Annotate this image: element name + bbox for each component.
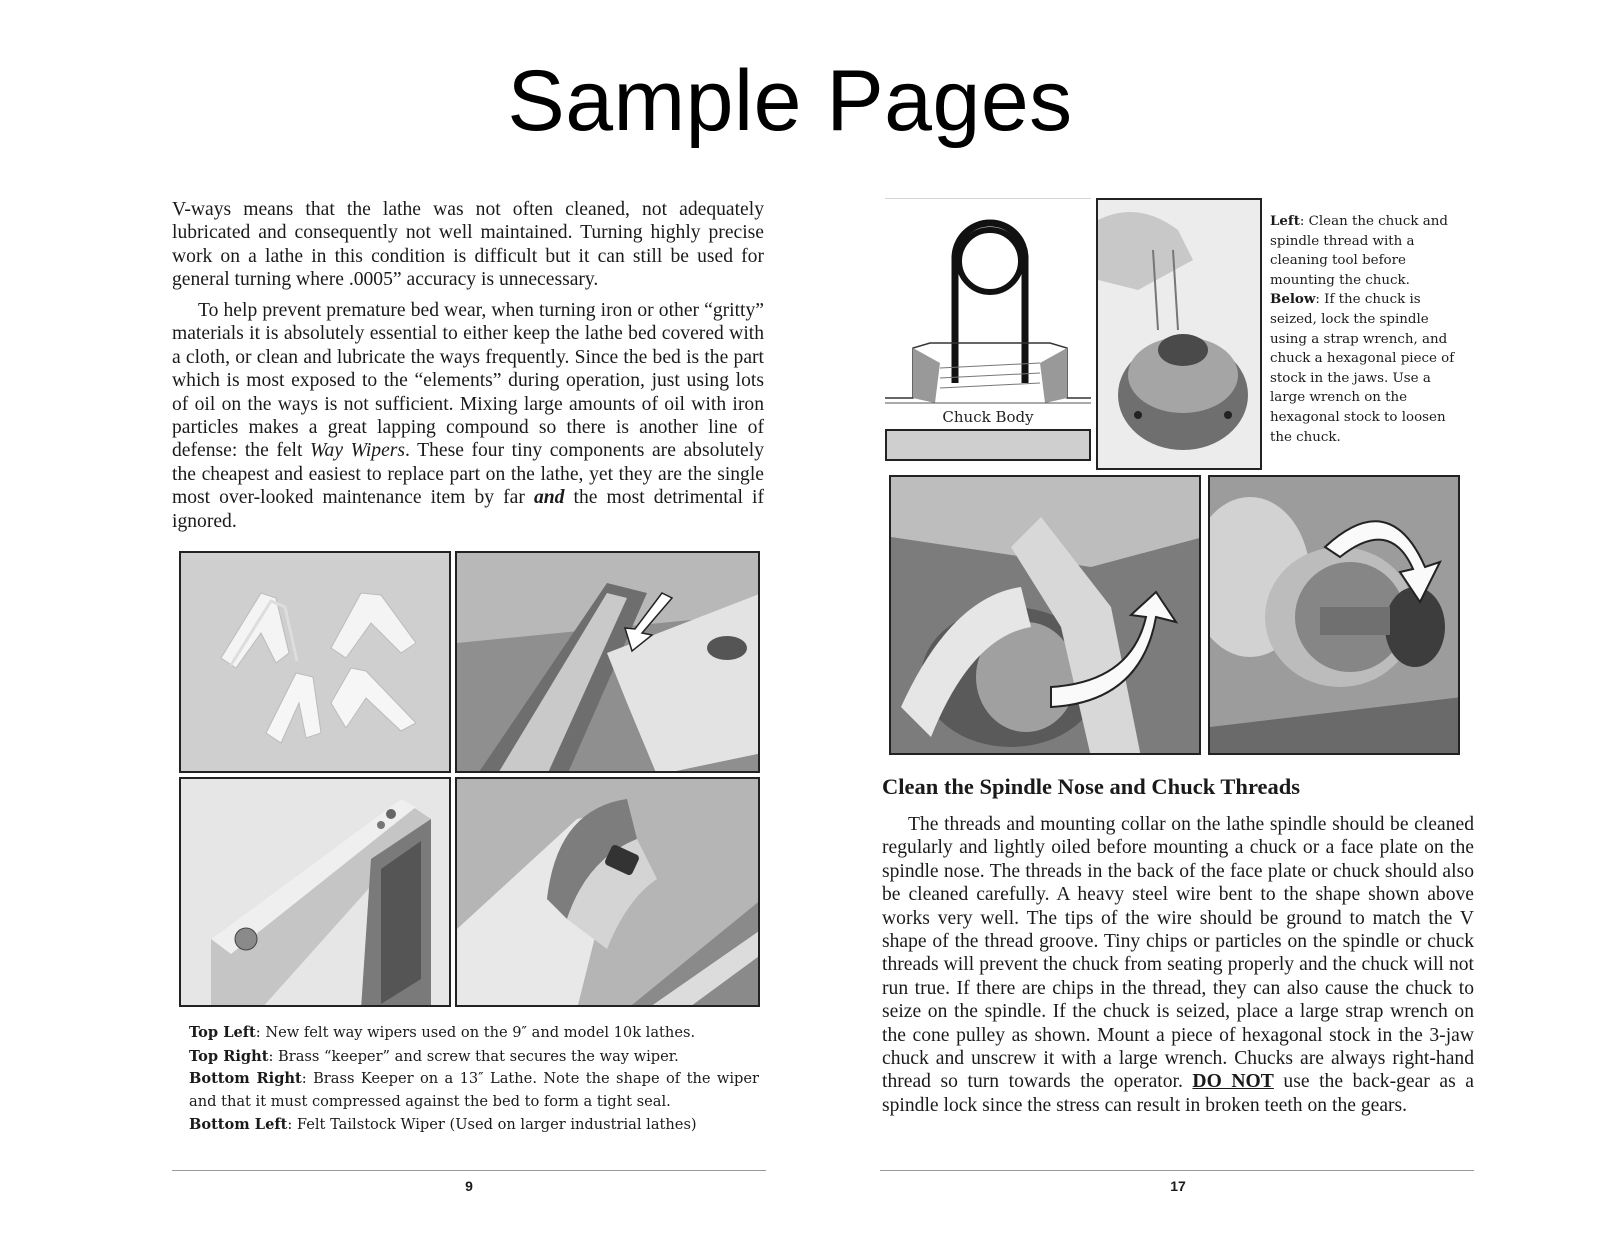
13-inch-keeper-photo [455, 777, 760, 1007]
caption-label: Bottom Left [189, 1116, 288, 1133]
caption-text: : New felt way wipers used on the 9″ and model 10k lathes. [255, 1024, 696, 1041]
side-caption-left-text: : Clean the chuck and spindle thread with a cleaning tool before mounting the chuck. [1270, 214, 1448, 288]
right-side-caption [1270, 212, 1455, 447]
left-page-number: 9 [465, 1178, 473, 1194]
caption-label: Bottom Right [189, 1070, 302, 1087]
caption-top-left [189, 1021, 759, 1045]
right-body-paragraph [882, 813, 1474, 1117]
left-paragraph-1: V-ways means that the lathe was not often cleaned, not adequately lubricated and consequently not well maintained. Turning highly precise work on a lathe in this condition is difficult but it can still be used for general turning where .0005” accuracy is unnecessary. [172, 199, 764, 291]
left-footer-rule [172, 1170, 766, 1171]
caption-label: Top Left [189, 1024, 256, 1041]
caption-top-right [189, 1045, 759, 1069]
left-photo-captions [189, 1021, 759, 1137]
brass-keeper-photo [455, 551, 760, 773]
caption-text: : Brass “keeper” and screw that secures the way wiper. [268, 1047, 679, 1065]
hex-stock-chuck-photo [1208, 475, 1460, 755]
left-paragraph-2 [172, 299, 764, 533]
side-caption-below-text: : If the chuck is seized, lock the spindle using a strap wrench, and chuck a hexagonal piece of stock in the jaws. Use a large wrench on the hexagonal stock to loosen the chuck. [1270, 292, 1455, 445]
right-body-part-a: The threads and mounting collar on the lathe spindle should be cleaned regularly and lightly oiled before mounting a chuck or a face plate on the spindle nose. The threads in the back of the face plate or chuck should also be cleaned carefully. A heavy steel wire bent to the shape shown above works very well. The tips of the wire should be ground to match the V shape of the thread groove. Tiny chips or particles on the spindle or chuck threads will prevent the chuck from seating properly and the chuck will not run true. If there are chips in the thread, they can also cause the chuck to seize on the spindle. If the chuck is seized, place a large strap wrench on the cone pulley as shown. Mount a piece of hexagonal stock in the 3-jaw chuck and unscrew it with a large wrench. Chucks are always right-hand thread so turn towards the operator. [882, 814, 1474, 1093]
caption-bottom-left [189, 1113, 759, 1137]
caption-label: Top Right [189, 1047, 269, 1065]
way-wipers-term: Way Wipers [310, 440, 406, 462]
and-emphasis: and [533, 487, 565, 509]
side-caption-left-label: Left [1270, 213, 1300, 229]
tailstock-wiper-photo [179, 777, 451, 1007]
chuck-body-label: Chuck Body [942, 408, 1034, 426]
felt-wipers-photo [179, 551, 451, 773]
left-paragraph-2-part-c: the most detrimental if ignored. [172, 487, 764, 532]
strap-wrench-photo [889, 475, 1201, 755]
left-paragraph-2-part-b: . These four tiny components are absolutely the cheapest and easiest to replace part on the lathe, yet they are the single most over-looked maintenance item by far [172, 440, 764, 509]
right-footer-rule [880, 1170, 1474, 1171]
caption-text: : Brass Keeper on a 13″ Lathe. Note the shape of the wiper and that it must compressed against the bed to form a tight seal. [189, 1070, 759, 1110]
caption-bottom-right [189, 1068, 759, 1113]
section-heading: Clean the Spindle Nose and Chuck Threads [882, 774, 1301, 799]
caption-text: : Felt Tailstock Wiper (Used on larger industrial lathes) [287, 1116, 697, 1133]
page-title: Sample Pages [507, 53, 1073, 149]
left-paragraph-2-part-a: To help prevent premature bed wear, when turning iron or other “gritty” materials it is absolutely essential to either keep the lathe bed covered with a cloth, or clean and lubricate the ways frequently. Since the bed is the part which is most exposed to the “elements” during operation, just using lots of oil on the ways is not sufficient. Mixing large amounts of oil with iron particles makes a great lapping compound so there is another line of defense: the felt [172, 300, 764, 462]
right-body-part-b: use the back-gear as a spindle lock since the stress can result in broken teeth on the gears. [882, 1071, 1474, 1116]
chuck-cleaning-photo [1096, 198, 1262, 470]
do-not-emphasis: DO NOT [1192, 1071, 1274, 1093]
cleaning-tool-diagram [885, 198, 1091, 466]
right-page-number: 17 [1170, 1178, 1186, 1194]
side-caption-below-label: Below [1270, 291, 1316, 308]
